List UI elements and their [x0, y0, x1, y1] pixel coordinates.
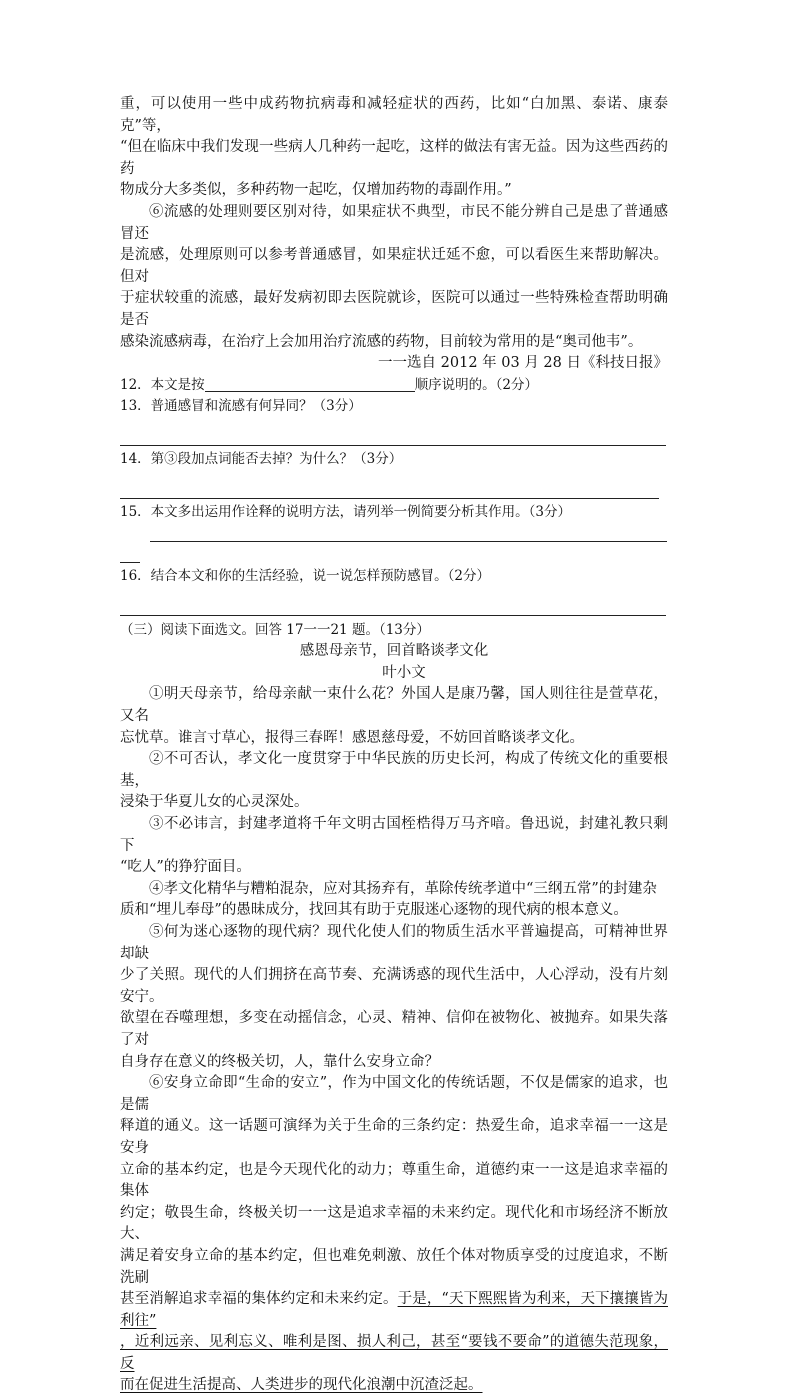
question-12: 12．本文是按 顺序说明的。（2分） [120, 376, 539, 393]
text-line: ①明天母亲节，给母亲献一束什么花？外国人是康乃馨，国人则往往是萱草花，又名 [120, 686, 668, 725]
text-line: 约定；敬畏生命，终极关切一一这是追求幸福的未来约定。现代化和市场经济不断放大、 [120, 1204, 668, 1243]
paragraph-5 [120, 922, 668, 1073]
text-line: ⑤何为迷心逐物的现代病？现代化使人们的物质生活水平普遍提高，可精神世界却缺 [120, 924, 668, 962]
question-15: 15．本文多出运用作诠释的说明方法，请列举一例简要分析其作用。（3分） [120, 503, 572, 520]
source-citation: 一一选自 2012 年 03 月 28 日《科技日报》 [378, 355, 668, 372]
answer-line-short[interactable] [120, 562, 140, 563]
text-line: 浸染于华夏儿女的心灵深处。 [120, 794, 309, 811]
document-page [120, 94, 668, 1397]
text-line: 是流感，处理原则可以参考普通感冒，如果症状迁延不愈，可以看医生来帮助解决。但对 [120, 247, 668, 285]
section-heading: （三）阅读下面选文。回答 17一一21 题。（13分） [120, 621, 430, 638]
question-16: 16．结合本文和你的生活经验，说一说怎样预防感冒。（2分） [120, 568, 491, 585]
text-line: 于症状较重的流感，最好发病初即去医院就诊，医院可以通过一些特殊检查帮助明确是否 [120, 290, 668, 328]
text-line: 立命的基本约定，也是今天现代化的动力；尊重生命，道德约束一一这是追求幸福的集体 [120, 1161, 668, 1200]
question-14: 14．第③段加点词能否去掉？为什么？（3分） [120, 450, 403, 467]
text-line: ③不必讳言，封建孝道将千年文明古国桎梏得万马齐喑。鲁迅说，封建礼教只剩下 [120, 816, 668, 854]
question-13: 13．普通感冒和流感有何异同？（3分） [120, 398, 362, 415]
text-line: 自身存在意义的终极关切，人，靠什么安身立命？ [120, 1053, 439, 1070]
text-line: 物成分大多类似，多种药物一起吃，仅增加药物的毒副作用。” [120, 182, 512, 199]
answer-blank[interactable] [205, 377, 415, 392]
underlined-sentence: 于是，“天下熙熙皆为利来，天下攘攘皆为利往” [120, 1291, 668, 1329]
paragraph-4 [120, 879, 668, 922]
text-line: 欲望在吞噬理想，多变在动摇信念，心灵、精神、信仰在被物化、被抛弃。如果失落了对 [120, 1010, 668, 1048]
text-line: 少了关照。现代的人们拥挤在高节奏、充满诱惑的现代生活中，人心浮动，没有片刻安宁。 [120, 967, 668, 1005]
paragraph-3 [120, 814, 668, 879]
text-line: 释道的通义。这一话题可演绎为关于生命的三条约定：热爱生命，追求幸福一一这是安身 [120, 1118, 668, 1156]
text-line: 甚至消解追求幸福的集体约定和未来约定。于是，“天下熙熙皆为利来，天下攘攘皆为利往” [120, 1291, 668, 1329]
text-line: ⑥流感的处理则要区别对待，如果症状不典型，市民不能分辨自己是患了普通感冒还 [120, 203, 668, 242]
paragraph-flu-treatment [120, 202, 668, 353]
text-line: ⑥安身立命即“生命的安立”，作为中国文化的传统话题，不仅是儒家的追求，也是儒 [120, 1075, 668, 1113]
text-line: “但在临床中我们发现一些病人几种药一起吃，这样的做法有害无益。因为这些西药的药 [120, 139, 668, 177]
text-line: 质和“埋儿奉母”的愚昧成分，找回其有助于克服迷心逐物的现代病的根本意义。 [120, 902, 628, 919]
paragraph-2 [120, 749, 668, 814]
text-line: “吃人”的狰狞面目。 [120, 859, 251, 876]
text-line: ②不可否认，孝文化一度贯穿于中华民族的历史长河，构成了传统文化的重要根基， [120, 751, 668, 789]
underlined-sentence: ，近利远亲、见利忘义、唯利是图、损人利己，甚至“要钱不要命”的道德失范现象，反 [120, 1334, 668, 1372]
answer-line[interactable] [120, 615, 666, 616]
text-line: 满足着安身立命的基本约定，但也难免刺激、放任个体对物质享受的过度追求，不断洗刷 [120, 1247, 668, 1286]
article-title: 感恩母亲节，回首略谈孝文化 [299, 643, 489, 660]
article-author: 叶小文 [382, 664, 426, 681]
answer-line[interactable] [120, 498, 659, 499]
paragraph-6 [120, 1073, 668, 1397]
paragraph-medicine [120, 94, 668, 202]
text-line: 重，可以使用一些中成药物抗病毒和减轻症状的西药，比如“白加黑、泰诺、康泰克”等， [120, 96, 668, 134]
text-line: 忘忧草。谁言寸草心，报得三春晖！感恩慈母爱，不妨回首略谈孝文化。 [120, 729, 584, 746]
text-line: 感染流感病毒，在治疗上会加用治疗流感的药物，目前较为常用的是“奥司他韦”。 [120, 333, 643, 350]
answer-line[interactable] [120, 445, 666, 446]
text-line [120, 1375, 668, 1397]
paragraph-1 [120, 684, 668, 749]
text-line: ④孝文化精华与糟粕混杂，应对其扬弃有，革除传统孝道中“三纲五常”的封建杂 [149, 880, 657, 897]
underlined-sentence: 而在促进生活提高、人类进步的现代化浪潮中沉渣泛起。 [120, 1377, 483, 1394]
